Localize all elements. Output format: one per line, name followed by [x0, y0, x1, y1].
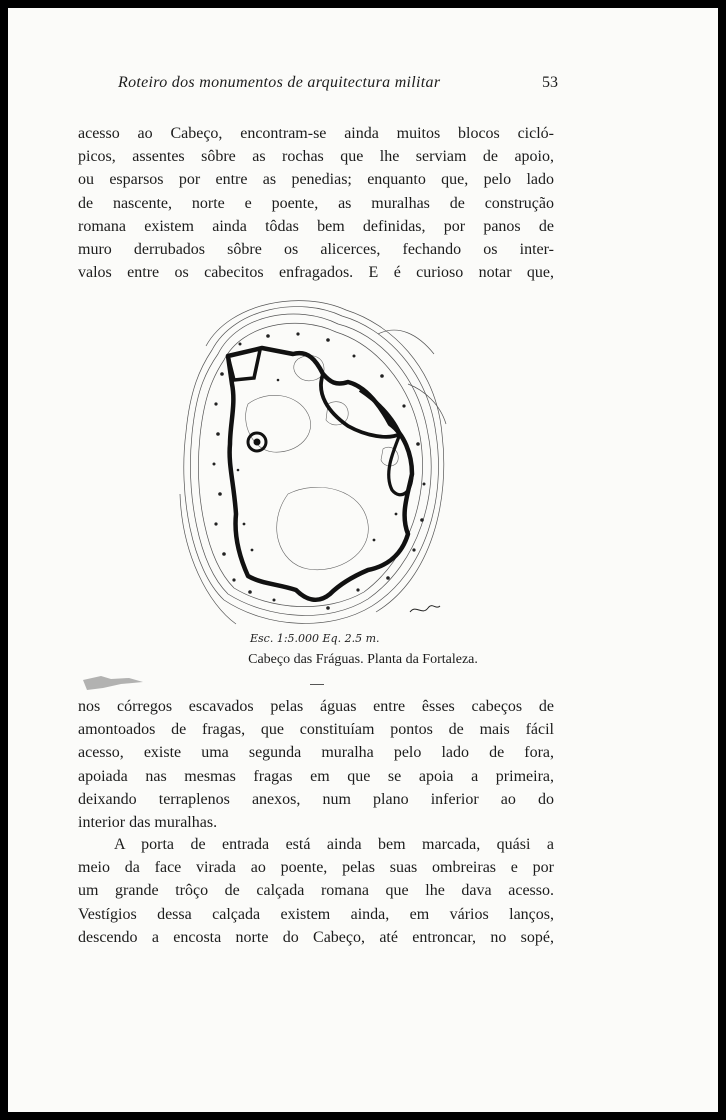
page-number: 53	[542, 74, 558, 91]
text-line: A porta de entrada está ainda bem marcada, quási a	[114, 836, 554, 853]
text-line: acesso ao Cabeço, encontram-se ainda muitos blocos cicló-	[78, 125, 554, 142]
text-line: apoiada nas mesmas fragas em que se apoia a primeira,	[78, 767, 554, 785]
paragraph-3	[78, 833, 554, 949]
running-title: Roteiro dos monumentos de arquitectura militar	[118, 74, 441, 91]
book-page	[8, 8, 718, 1112]
text-line: Vestígios dessa calçada existem ainda, em vários lanços,	[78, 905, 554, 923]
running-head	[8, 74, 718, 98]
figure-caption: Cabeço das Fráguas. Planta da Fortaleza.	[248, 652, 478, 667]
text-line: descendo a encosta norte do Cabeço, até entroncar, no sopé,	[78, 928, 554, 946]
ink-smudge	[81, 670, 151, 694]
text-line: nos córregos escavados pelas águas entre êsses cabeços de	[78, 698, 554, 715]
text-line: um grande trôço de calçada romana que lhe dava acesso.	[78, 882, 554, 900]
text-line: amontoados de fragas, que constituíam pontos de mais fácil	[78, 721, 554, 739]
text-line: acesso, existe uma segunda muralha pelo lado de fora,	[78, 744, 554, 762]
fortress-plan-drawing	[178, 294, 448, 634]
paragraph-1	[78, 122, 554, 284]
text-line: deixando terraplenos anexos, num plano inferior ao do	[78, 790, 554, 808]
text-line: valos entre os cabecitos enfragados. E é curioso notar que,	[78, 264, 554, 282]
text-line: muro derrubados sôbre os alicerces, fechando os inter-	[78, 241, 554, 259]
text-line: romana existem ainda tôdas bem definidas, por panos de	[78, 217, 554, 235]
text-line: de nascente, norte e poente, as muralhas de construção	[78, 194, 554, 212]
caption-divider	[310, 684, 324, 685]
scale-annotation: Esc. 1:5.000 Eq. 2.5 m.	[250, 632, 380, 645]
paragraph-2	[78, 695, 554, 834]
text-line: meio da face virada ao poente, pelas suas ombreiras e por	[78, 859, 554, 877]
text-line: picos, assentes sôbre as rochas que lhe serviam de apoio,	[78, 148, 554, 166]
text-line: ou esparsos por entre as penedias; enquanto que, pelo lado	[78, 171, 554, 189]
text-line: interior das muralhas.	[78, 814, 218, 832]
